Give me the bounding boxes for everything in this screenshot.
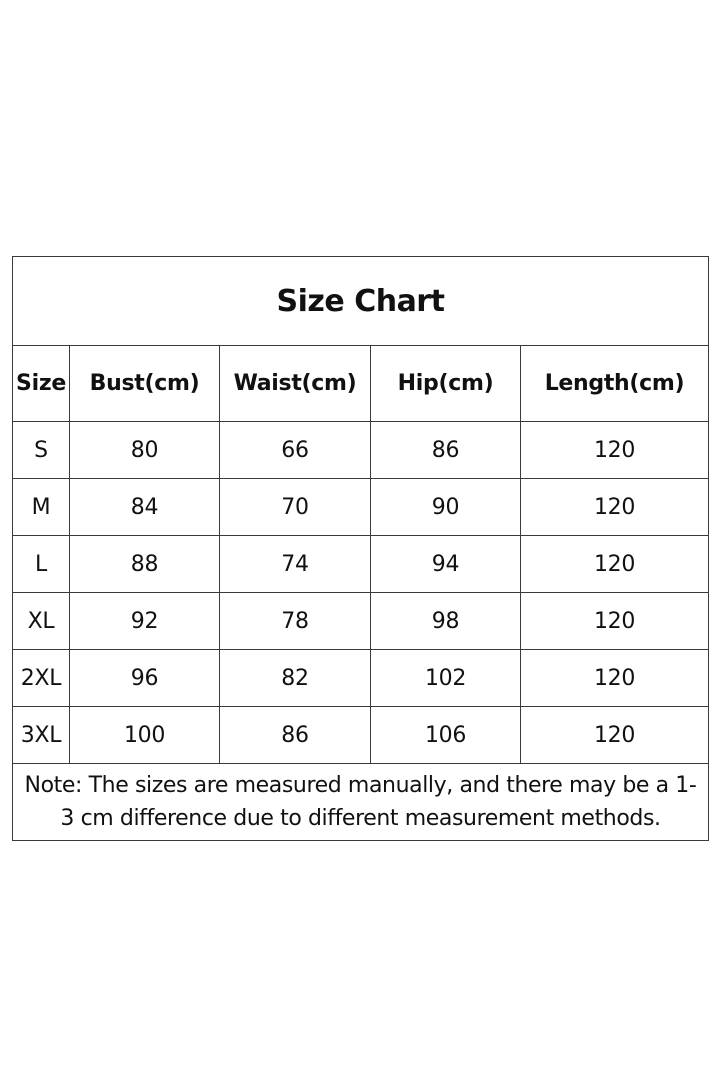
size-cell: 3XL (13, 707, 70, 764)
length-cell: 120 (521, 479, 709, 536)
hip-cell: 86 (371, 422, 521, 479)
waist-cell: 82 (220, 650, 371, 707)
bust-cell: 100 (70, 707, 220, 764)
length-cell: 120 (521, 707, 709, 764)
chart-title: Size Chart (13, 257, 709, 346)
waist-cell: 66 (220, 422, 371, 479)
waist-cell: 86 (220, 707, 371, 764)
size-cell: L (13, 536, 70, 593)
hip-cell: 106 (371, 707, 521, 764)
column-header-waist: Waist(cm) (220, 346, 371, 422)
hip-cell: 94 (371, 536, 521, 593)
column-header-bust: Bust(cm) (70, 346, 220, 422)
table-row (13, 650, 709, 707)
length-cell: 120 (521, 422, 709, 479)
length-cell: 120 (521, 593, 709, 650)
bust-cell: 84 (70, 479, 220, 536)
column-header-length: Length(cm) (521, 346, 709, 422)
bust-cell: 96 (70, 650, 220, 707)
hip-cell: 90 (371, 479, 521, 536)
measurement-note: Note: The sizes are measured manually, and there may be a 1-3 cm difference due to different measurement methods. (13, 764, 709, 841)
table-row (13, 593, 709, 650)
length-cell: 120 (521, 650, 709, 707)
hip-cell: 102 (371, 650, 521, 707)
bust-cell: 88 (70, 536, 220, 593)
bust-cell: 80 (70, 422, 220, 479)
column-header-hip: Hip(cm) (371, 346, 521, 422)
size-cell: 2XL (13, 650, 70, 707)
size-cell: M (13, 479, 70, 536)
length-cell: 120 (521, 536, 709, 593)
header-row (13, 346, 709, 422)
table-row (13, 479, 709, 536)
hip-cell: 98 (371, 593, 521, 650)
column-header-size: Size (13, 346, 70, 422)
size-cell: XL (13, 593, 70, 650)
waist-cell: 74 (220, 536, 371, 593)
size-cell: S (13, 422, 70, 479)
bust-cell: 92 (70, 593, 220, 650)
size-chart-table (12, 256, 709, 841)
table-row (13, 536, 709, 593)
waist-cell: 70 (220, 479, 371, 536)
table-row (13, 707, 709, 764)
table-row (13, 422, 709, 479)
waist-cell: 78 (220, 593, 371, 650)
